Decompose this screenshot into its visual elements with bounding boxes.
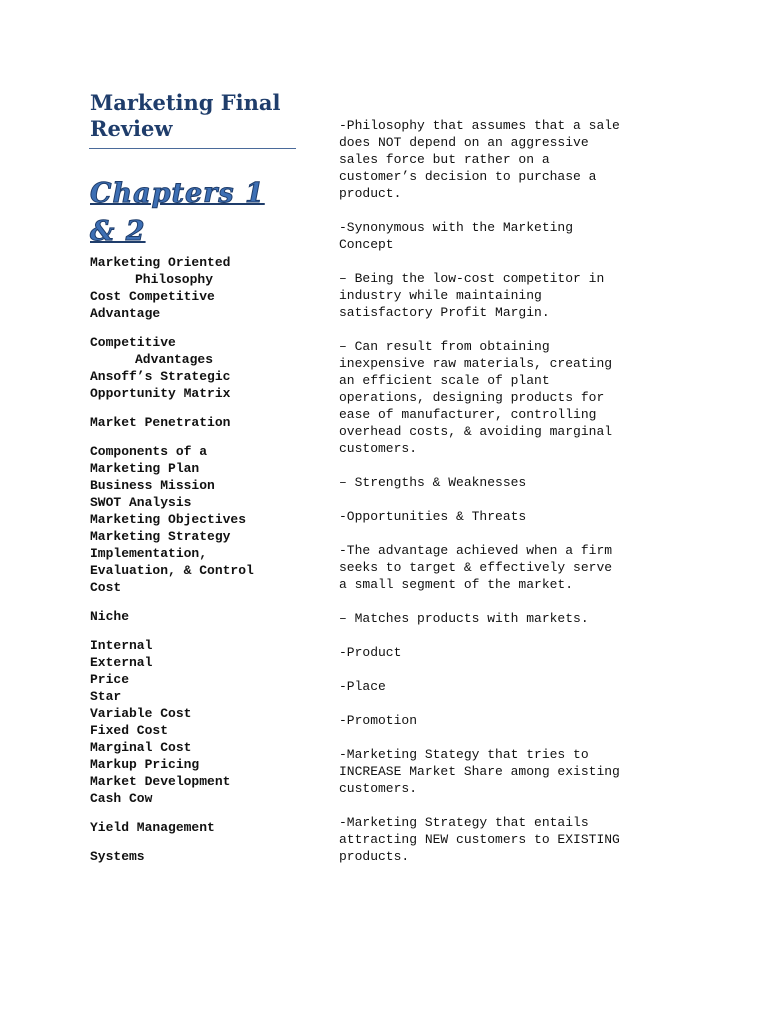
term-item: Markup Pricing — [90, 757, 200, 772]
definition-line: ease of manufacturer, controlling — [339, 407, 597, 422]
definition-item — [339, 219, 679, 253]
definition-line: -Promotion — [339, 713, 418, 728]
definition-item — [339, 117, 679, 202]
term-item: Cost — [90, 580, 122, 595]
definition-line: -Marketing Stategy that tries to — [339, 747, 589, 762]
term-item: Marginal Cost — [90, 740, 192, 755]
document-title-line: Marketing Final — [90, 90, 281, 115]
term-item: Marketing Objectives — [90, 512, 247, 527]
definition-line: – Strengths & Weaknesses — [339, 475, 527, 490]
definition-line: – Being the low-cost competitor in — [339, 271, 605, 286]
term-item: Ansoff’s Strategic — [90, 369, 231, 384]
term-item: Components of a — [90, 444, 208, 459]
definition-line: INCREASE Market Share among existing — [339, 764, 620, 779]
definition-line: products. — [339, 849, 410, 864]
term-item: Marketing Plan — [90, 461, 200, 476]
definition-item — [339, 814, 679, 865]
term-item: Internal — [90, 638, 153, 653]
term-item: Marketing Strategy — [90, 529, 231, 544]
definition-line: -Marketing Strategy that entails — [339, 815, 589, 830]
definition-line: inexpensive raw materials, creating — [339, 356, 613, 371]
definition-line: -Synonymous with the Marketing — [339, 220, 574, 235]
document-title-line: Review — [90, 116, 173, 141]
title-divider — [89, 148, 296, 149]
term-item: Marketing Oriented — [90, 255, 231, 270]
definition-line: satisfactory Profit Margin. — [339, 305, 550, 320]
definition-line: product. — [339, 186, 402, 201]
definition-line: Concept — [339, 237, 394, 252]
definition-line: attracting NEW customers to EXISTING — [339, 832, 620, 847]
definition-item — [339, 270, 679, 321]
definition-line: -The advantage achieved when a firm — [339, 543, 613, 558]
definition-line: – Can result from obtaining — [339, 339, 550, 354]
definition-line: customer’s decision to purchase a — [339, 169, 597, 184]
term-item: Philosophy — [135, 272, 214, 287]
definition-item — [339, 712, 679, 729]
definition-line: -Place — [339, 679, 386, 694]
term-list — [90, 254, 310, 865]
definition-line: sales force but rather on a — [339, 152, 550, 167]
chapter-heading — [90, 175, 300, 251]
definition-line: an efficient scale of plant — [339, 373, 550, 388]
document-title — [90, 90, 300, 142]
term-item: Fixed Cost — [90, 723, 169, 738]
definition-item — [339, 610, 679, 627]
definition-line: a small segment of the market. — [339, 577, 574, 592]
definition-line: customers. — [339, 441, 418, 456]
definition-line: – Matches products with markets. — [339, 611, 589, 626]
definition-list — [339, 117, 679, 882]
definition-line: overhead costs, & avoiding marginal — [339, 424, 613, 439]
term-item: Cost Competitive — [90, 289, 215, 304]
definition-line: customers. — [339, 781, 418, 796]
term-item: Price — [90, 672, 130, 687]
term-item: Business Mission — [90, 478, 215, 493]
term-item: Market Penetration — [90, 415, 231, 430]
definition-item — [339, 542, 679, 593]
definition-line: -Philosophy that assumes that a sale — [339, 118, 620, 133]
definition-line: seeks to target & effectively serve — [339, 560, 613, 575]
term-item: Variable Cost — [90, 706, 192, 721]
definition-line: operations, designing products for — [339, 390, 605, 405]
definition-item — [339, 678, 679, 695]
definition-item — [339, 746, 679, 797]
definition-line: -Opportunities & Threats — [339, 509, 527, 524]
term-item: Competitive — [90, 335, 176, 350]
term-item: Market Development — [90, 774, 231, 789]
term-item: Niche — [90, 609, 130, 624]
definition-item — [339, 474, 679, 491]
term-item: Advantages — [135, 352, 214, 367]
term-item: Systems — [90, 849, 145, 864]
definition-item — [339, 644, 679, 661]
term-item: Opportunity Matrix — [90, 386, 231, 401]
term-item: Evaluation, & Control — [90, 563, 254, 578]
chapter-heading-line: & 2 — [90, 216, 146, 247]
definition-line: -Product — [339, 645, 402, 660]
term-item: Yield Management — [90, 820, 215, 835]
definition-line: industry while maintaining — [339, 288, 542, 303]
definition-line: does NOT depend on an aggressive — [339, 135, 589, 150]
term-item: External — [90, 655, 153, 670]
definition-item — [339, 508, 679, 525]
term-item: Star — [90, 689, 122, 704]
term-item: Cash Cow — [90, 791, 153, 806]
term-item: SWOT Analysis — [90, 495, 192, 510]
chapter-heading-line: Chapters 1 — [90, 178, 265, 209]
definition-item — [339, 338, 679, 457]
term-item: Implementation, — [90, 546, 208, 561]
term-item: Advantage — [90, 306, 161, 321]
